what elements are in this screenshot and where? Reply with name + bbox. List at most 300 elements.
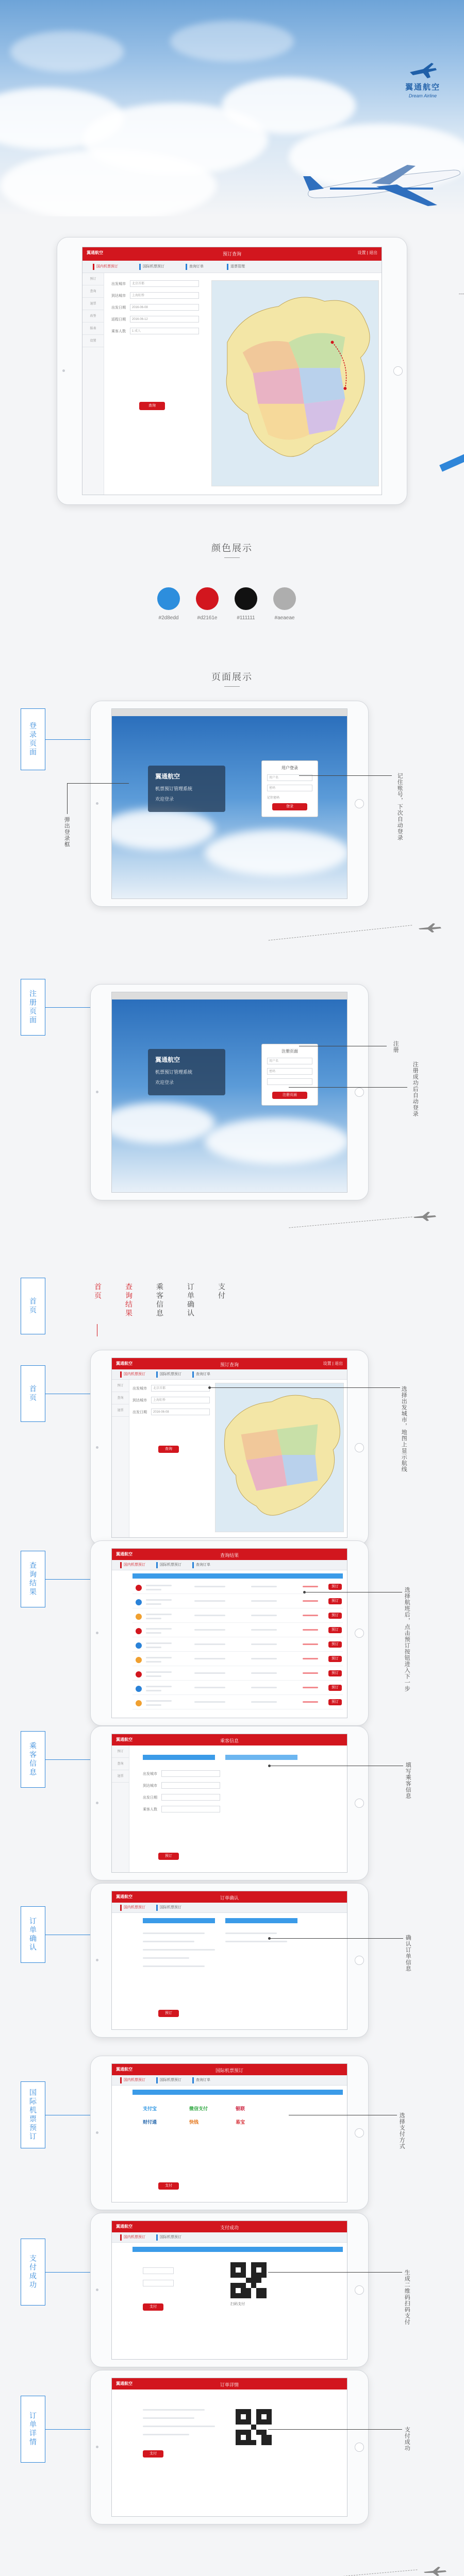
connector: [45, 1007, 97, 1008]
airline-logo-icon: [136, 1642, 142, 1649]
home-button[interactable]: [355, 799, 364, 808]
tab-bar: [82, 261, 382, 273]
app-title: 国际机票预订: [215, 2068, 243, 2073]
flight-path: [289, 1217, 412, 1228]
tablet-device: [90, 2213, 369, 2367]
name-input[interactable]: [161, 1770, 220, 1777]
connector: [45, 1579, 97, 1580]
camera-icon: [96, 1091, 98, 1093]
register-button[interactable]: 注册页面: [272, 1092, 307, 1099]
tablet-device: [90, 1350, 369, 1546]
text-line: [146, 1585, 172, 1586]
flow-step: 首页: [94, 1283, 102, 1300]
text-line: [146, 1686, 172, 1687]
departure-input[interactable]: 北京首都: [130, 280, 199, 287]
text-line: [251, 1600, 277, 1602]
tab-bar: [112, 1369, 347, 1380]
swatch-blue: [157, 587, 180, 610]
text-line: [251, 1586, 277, 1587]
app-header: [112, 1549, 347, 1560]
pay-method-99bill[interactable]: 快钱: [189, 2120, 199, 2125]
username-input[interactable]: 用户名: [267, 774, 312, 781]
callout-text: 选择出发城市，地图上显示航线: [401, 1386, 407, 1472]
callout-line: [209, 1387, 400, 1388]
flow-step: 乘客信息: [156, 1283, 164, 1318]
result-row[interactable]: [132, 1639, 343, 1652]
sidebar-item[interactable]: 退票: [82, 298, 104, 310]
book-button[interactable]: 预订: [328, 1670, 342, 1676]
cloud: [222, 77, 356, 134]
callout-text: 填写乘客信息: [405, 1762, 411, 1799]
app-brand: 翼通航空: [116, 1361, 132, 1366]
tab-orders[interactable]: 查询订单: [186, 264, 206, 270]
cloud: [10, 31, 124, 72]
text-line: [143, 1949, 215, 1951]
brand-name-en: Dream Airline: [408, 93, 437, 98]
login-panel: [261, 760, 318, 817]
password-input[interactable]: 密码: [267, 785, 312, 791]
airline-logo-icon: [136, 1657, 142, 1663]
book-button[interactable]: 预订: [328, 1598, 342, 1604]
book-button[interactable]: 预订: [328, 1613, 342, 1619]
callout-line: [289, 1087, 407, 1088]
flow-step: 订单确认: [187, 1283, 195, 1318]
text-line: [146, 1657, 172, 1658]
register-brand: 翼通航空: [155, 1056, 180, 1063]
text-line: [146, 1647, 161, 1648]
swatch-grey: [273, 587, 296, 610]
app-brand: 翼通航空: [87, 250, 103, 255]
book-button[interactable]: 预订: [328, 1584, 342, 1590]
passenger-form: [143, 1770, 220, 1818]
app-header: [82, 247, 382, 261]
qr-label: 扫码支付: [230, 2302, 245, 2306]
passenger-input[interactable]: 1 成人: [130, 328, 199, 334]
app-title: 支付成功: [220, 2225, 239, 2230]
id-input[interactable]: [161, 1782, 220, 1789]
camera-icon: [96, 1446, 98, 1449]
text-line: [251, 1687, 277, 1688]
register-panel-title: 注册页面: [281, 1049, 298, 1054]
camera-icon: [96, 1632, 98, 1634]
result-row[interactable]: [132, 1611, 343, 1623]
app-header: [112, 2378, 347, 2389]
sidebar-item[interactable]: 查询: [112, 1392, 129, 1404]
sidebar-item[interactable]: 预订: [112, 1380, 129, 1392]
result-row[interactable]: [132, 1697, 343, 1709]
app-brand: 翼通航空: [116, 1737, 132, 1742]
search-form: [111, 280, 199, 340]
text-line: [146, 1614, 172, 1615]
form-label: 出发日期: [143, 1796, 157, 1800]
segment-bar: [225, 1918, 297, 1923]
camera-icon: [96, 1802, 98, 1804]
result-row[interactable]: [132, 1668, 343, 1681]
results-screen: [111, 1548, 347, 1718]
text-line: [194, 1687, 225, 1688]
app-brand: 翼通航空: [116, 1552, 132, 1556]
tab-international[interactable]: 国际机票预订: [139, 264, 167, 270]
app-header: [112, 2221, 347, 2232]
home-button[interactable]: [355, 1088, 364, 1097]
header-controls[interactable]: 设置 | 退出: [357, 250, 377, 255]
book-button[interactable]: 预订: [328, 1641, 342, 1648]
camera-icon: [96, 1959, 98, 1961]
pay-method-yeepay[interactable]: 易宝: [236, 2120, 245, 2125]
pay-method-unionpay[interactable]: 银联: [236, 2106, 245, 2111]
payment-header-bar: [132, 2090, 343, 2095]
departure-input[interactable]: 北京首都: [151, 1385, 210, 1392]
price-line: [303, 1629, 318, 1631]
text-line: [146, 1603, 161, 1605]
segment-bar: [143, 1918, 215, 1923]
pay-button[interactable]: 支付: [158, 2182, 179, 2190]
swatch-label: #d2161e: [197, 615, 218, 621]
sidebar: [82, 273, 104, 495]
tablet-device: [90, 984, 369, 1200]
section-label-qr: 支付成功: [21, 2239, 45, 2306]
text-line: [143, 1965, 205, 1967]
sidebar-item[interactable]: 退票: [112, 1404, 129, 1417]
sidebar: [112, 1380, 129, 1537]
detail-screen: [111, 2378, 347, 2517]
form-label: 出发日期: [111, 306, 126, 310]
price-line: [303, 1600, 318, 1602]
cloud: [111, 809, 215, 850]
connector: [45, 1759, 97, 1760]
text-line: [225, 1941, 287, 1942]
text-line: [251, 1615, 277, 1616]
app-title: 预订查询: [222, 251, 241, 257]
tab-refund[interactable]: 退票管理: [227, 264, 247, 270]
text-line: [251, 1658, 277, 1659]
callout-text: 注册: [392, 1041, 399, 1053]
home-button[interactable]: [355, 1799, 364, 1808]
connector: [45, 2429, 97, 2430]
sidebar: [112, 1745, 129, 1872]
divider: [224, 686, 240, 687]
tab-bar: [112, 2075, 347, 2086]
search-button[interactable]: 查询: [139, 402, 165, 410]
app-title: 乘客信息: [220, 1738, 239, 1743]
callout-line: [268, 2429, 402, 2430]
date-input[interactable]: 2016-06-08: [130, 304, 199, 311]
tablet-device: [90, 1726, 369, 1880]
tab-bar: [112, 1903, 347, 1913]
result-row[interactable]: [132, 1596, 343, 1608]
section-label-confirm: 订单确认: [21, 1906, 45, 1963]
decor-stripe: [439, 450, 464, 471]
callout-text: 选择航班后，点击预订按钮进入下一步: [404, 1587, 410, 1692]
tab-bar: [112, 1560, 347, 1570]
swatch-label: #111111: [237, 615, 255, 621]
home-button[interactable]: [355, 2128, 364, 2138]
cloud: [205, 829, 347, 876]
sidebar-item[interactable]: 改签: [82, 310, 104, 323]
search-form: [132, 1385, 210, 1420]
text-line: [194, 1672, 225, 1674]
remember-checkbox[interactable]: 记住密码: [267, 796, 280, 800]
cloud: [170, 21, 294, 62]
account-field[interactable]: [143, 2280, 174, 2286]
price-line: [303, 1701, 318, 1703]
section-label-flow: 首页: [21, 1278, 45, 1334]
passenger-screen: [111, 1734, 347, 1873]
register-panel: [261, 1044, 318, 1106]
reg-username-input[interactable]: 用户名: [267, 1058, 312, 1064]
book-button[interactable]: 预订: [328, 1656, 342, 1662]
camera-icon: [96, 2446, 98, 2448]
pay-method-tenpay[interactable]: 财付通: [143, 2120, 157, 2125]
text-line: [194, 1600, 225, 1602]
register-welcome-card: [148, 1049, 225, 1095]
text-line: [146, 1704, 161, 1706]
section-label-home: 首页: [21, 1365, 45, 1422]
form-label: 乘客人数: [143, 1808, 157, 1811]
tab-domestic[interactable]: 国内机票预订: [93, 264, 120, 270]
cloud: [111, 1103, 215, 1144]
form-label: 出发城市: [111, 282, 126, 286]
connector: [45, 739, 97, 740]
result-row[interactable]: [132, 1654, 343, 1666]
form-label: 到达城市: [111, 294, 126, 298]
camera-icon: [96, 2131, 98, 2134]
swatch-label: #aeaeae: [274, 615, 295, 621]
airline-logo-icon: [136, 1671, 142, 1677]
phone-input[interactable]: [161, 1794, 220, 1801]
tab-domestic[interactable]: 国内机票预订: [120, 1562, 147, 1568]
home-button[interactable]: [355, 2443, 364, 2452]
login-screen: [111, 708, 347, 899]
count-input[interactable]: [161, 1806, 220, 1812]
text-line: [146, 1661, 161, 1663]
callout-line: [67, 783, 68, 814]
form-label: 出发城市: [143, 1772, 157, 1776]
tab-international[interactable]: 国际机票预订: [156, 1371, 184, 1378]
page-section-title: 页面展示: [211, 672, 253, 682]
confirm-button[interactable]: 预订: [158, 2010, 179, 2017]
app-header: [112, 2064, 347, 2075]
tablet-device: [90, 701, 369, 907]
airline-logo-icon: [136, 1686, 142, 1692]
login-sub2: 欢迎登录: [155, 796, 174, 802]
status-bar: [112, 709, 347, 716]
app-brand: 翼通航空: [116, 1894, 132, 1899]
date-input[interactable]: 2016-06-08: [151, 1409, 210, 1415]
pay-button[interactable]: 支付: [143, 2303, 163, 2311]
register-subtitle: 机票预订管理系统: [155, 1070, 193, 1075]
tab-international[interactable]: 国际机票预订: [156, 2077, 184, 2083]
price-line: [303, 1643, 318, 1645]
book-button[interactable]: 预订: [158, 1853, 179, 1860]
search-button[interactable]: 查询: [158, 1446, 179, 1453]
home-button[interactable]: [393, 366, 403, 376]
app-title: 预订查询: [220, 1362, 239, 1367]
app-title: 订单确认: [220, 1895, 239, 1901]
text-line: [146, 1671, 172, 1673]
callout-line: [268, 2272, 402, 2273]
home-button[interactable]: [355, 2285, 364, 2295]
price-line: [303, 1672, 318, 1674]
camera-icon: [96, 802, 98, 805]
text-line: [143, 2417, 194, 2419]
airplane-icon: [299, 155, 464, 211]
text-line: [143, 1941, 194, 1942]
flight-path: [269, 2569, 418, 2576]
flight-path: [269, 925, 412, 940]
done-button[interactable]: 支付: [143, 2450, 163, 2458]
amount-field[interactable]: [143, 2267, 174, 2274]
text-line: [146, 1700, 172, 1702]
hero-banner: [0, 0, 464, 216]
tab-international[interactable]: 国际机票预订: [156, 1562, 184, 1568]
airline-logo-icon: [136, 1700, 142, 1706]
book-button[interactable]: 预订: [328, 1627, 342, 1633]
section-label-payment: 国际机票预订: [21, 2081, 45, 2148]
text-line: [146, 1618, 161, 1619]
callout-line: [269, 1938, 403, 1939]
plane-icon: [423, 2566, 448, 2576]
text-line: [143, 1933, 205, 1934]
qr-screen: [111, 2221, 347, 2360]
home-button[interactable]: [355, 1629, 364, 1638]
return-date-input[interactable]: 2016-06-12: [130, 316, 199, 323]
camera-icon: [62, 369, 65, 372]
tab-domestic[interactable]: 国内机票预订: [120, 2077, 147, 2083]
sidebar-item[interactable]: 预订: [112, 1745, 129, 1758]
route-map[interactable]: [211, 280, 379, 486]
reg-password-input[interactable]: 密码: [267, 1068, 312, 1075]
login-button[interactable]: 登录: [272, 803, 307, 810]
login-subtitle: 机票预订管理系统: [155, 786, 193, 791]
price-line: [303, 1615, 318, 1616]
form-label: 到达城市: [143, 1784, 157, 1788]
section-label-login: 登录页面: [21, 708, 45, 770]
tablet-device: [90, 1883, 369, 2038]
segment-bar: [225, 1755, 297, 1760]
brand-logo: [397, 62, 449, 98]
callout-text: 确认订单信息: [405, 1935, 411, 1972]
home-screen: [111, 1358, 347, 1538]
login-welcome-card: [148, 766, 225, 812]
book-button[interactable]: 预订: [328, 1685, 342, 1691]
price-line: [303, 1586, 318, 1587]
cloud: [205, 1118, 347, 1164]
reg-confirm-input[interactable]: [267, 1078, 312, 1085]
tab-orders[interactable]: 查询订单: [192, 1371, 212, 1378]
brand-name: 翼通航空: [405, 83, 440, 92]
arrival-input[interactable]: 上海虹桥: [151, 1397, 210, 1403]
airline-logo-icon: [136, 1599, 142, 1605]
text-line: [143, 1957, 189, 1959]
form-label: 到达城市: [132, 1399, 147, 1402]
camera-icon: [96, 2289, 98, 2291]
text-line: [146, 1675, 161, 1677]
text-line: [251, 1643, 277, 1645]
app-header: [112, 1734, 347, 1745]
flow-step: 查询结果: [125, 1283, 133, 1318]
sidebar-item[interactable]: 查询: [112, 1758, 129, 1770]
section-label-passenger: 乘客信息: [21, 1731, 45, 1788]
airline-logo-icon: [136, 1585, 142, 1591]
flow-step: 支付: [218, 1283, 226, 1300]
form-label: 返程日期: [111, 318, 126, 321]
segment-bar: [143, 1755, 215, 1760]
text-line: [146, 1589, 161, 1590]
app-title: 订单详情: [220, 2382, 239, 2387]
text-line: [143, 2434, 189, 2435]
app-brand: 翼通航空: [116, 2067, 132, 2072]
form-label: 出发城市: [132, 1387, 147, 1391]
app-brand: 翼通航空: [116, 2381, 132, 2386]
connector: [45, 2272, 97, 2273]
app-title: 查询结果: [220, 1553, 239, 1558]
route-map[interactable]: [215, 1383, 344, 1532]
sidebar-item[interactable]: 退票: [112, 1770, 129, 1783]
text-line: [194, 1658, 225, 1659]
text-line: [146, 1599, 172, 1601]
form-label: 出发日期: [132, 1411, 147, 1414]
tab-international[interactable]: 国际机票预订: [156, 1905, 184, 1911]
text-line: [251, 1701, 277, 1703]
section-label-register: 注册页面: [21, 979, 45, 1036]
home-button[interactable]: [355, 1443, 364, 1452]
price-line: [303, 1687, 318, 1688]
pay-method-wechat[interactable]: 微信支付: [189, 2106, 208, 2111]
tab-domestic[interactable]: 国内机票预订: [120, 1371, 147, 1378]
sidebar-item[interactable]: 报表: [82, 323, 104, 335]
tab-domestic[interactable]: 国内机票预订: [120, 2234, 147, 2241]
sidebar-item[interactable]: 设置: [82, 335, 104, 347]
home-button[interactable]: [355, 1956, 364, 1965]
login-panel-title: 用户登录: [281, 766, 298, 770]
callout-text: 弹出登录框: [63, 817, 70, 848]
tab-orders[interactable]: 查询订单: [192, 1562, 212, 1568]
text-line: [143, 2409, 205, 2411]
tab-orders[interactable]: 查询订单: [192, 2077, 212, 2083]
arrival-input[interactable]: 上海虹桥: [130, 292, 199, 299]
app-header: [112, 1358, 347, 1369]
tab-domestic[interactable]: 国内机票预订: [120, 1905, 147, 1911]
callout-text: 生成二维码扫码支付: [404, 2269, 410, 2325]
text-line: [194, 1701, 225, 1703]
app-screen: [82, 247, 382, 495]
swatch-black: [235, 587, 257, 610]
sidebar-item[interactable]: 预订: [82, 273, 104, 285]
swatch-label: #2d8edd: [158, 615, 179, 621]
payment-screen: [111, 2063, 347, 2202]
text-line: [146, 1628, 172, 1630]
divider: [224, 557, 240, 558]
tablet-device: [90, 1540, 369, 1726]
text-line: [146, 1690, 161, 1691]
qr-code: [236, 2409, 272, 2445]
tab-international[interactable]: 国际机票预订: [156, 2234, 184, 2241]
book-button[interactable]: 预订: [328, 1699, 342, 1705]
text-line: [194, 1643, 225, 1645]
header-controls[interactable]: 设置 | 退出: [323, 1361, 343, 1366]
callout-line: [299, 775, 392, 776]
pay-method-alipay[interactable]: 支付宝: [143, 2106, 157, 2111]
plane-icon: [418, 922, 442, 933]
tab-bar: [112, 2232, 347, 2243]
result-row[interactable]: [132, 1625, 343, 1637]
sidebar-item[interactable]: 查询: [82, 285, 104, 298]
section-label-results: 查询结果: [21, 1551, 45, 1607]
section-label-detail: 订单详情: [21, 2396, 45, 2463]
result-row[interactable]: [132, 1683, 343, 1695]
price-line: [303, 1658, 318, 1659]
